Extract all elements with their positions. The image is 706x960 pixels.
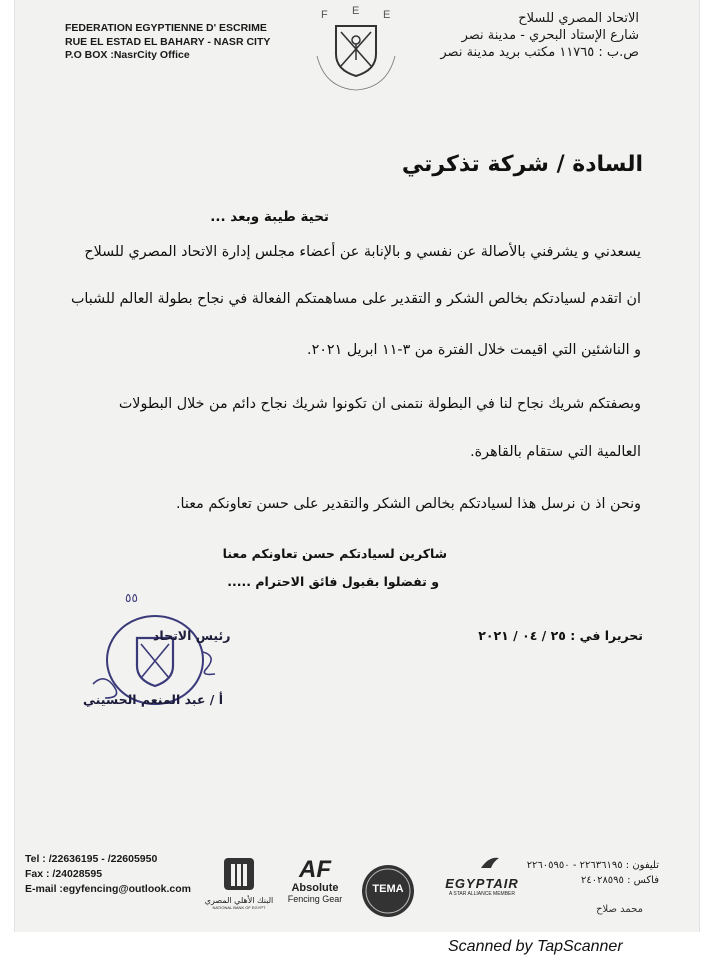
absolute-fencing-logo xyxy=(277,858,353,904)
body-line-3: و الناشئين التي اقيمت خلال الفترة من ٣-١١ ابريل ٢٠٢١. xyxy=(307,342,641,358)
egyptair-name: EGYPTAIR xyxy=(445,876,519,891)
tema-logo xyxy=(357,860,419,922)
addressee: السادة / شركة تذكرتي xyxy=(401,152,643,177)
body-line-1: يسعدني و يشرفني بالأصالة عن نفسي و بالإنابة عن أعضاء مجلس إدارة الاتحاد المصري للسلاح xyxy=(84,244,641,260)
header-ar-line-3: ص.ب : ١١٧٦٥ مكتب بريد مدينة نصر xyxy=(440,45,639,60)
footer-ar-tel: تليفون : ٢٢٦٣٦١٩٥ - ٢٢٦٠٥٩٥٠ xyxy=(526,860,659,871)
footer-ar-fax: فاكس : ٢٤٠٢٨٥٩٥ xyxy=(580,875,659,886)
body-line-5: العالمية التي ستقام بالقاهرة. xyxy=(470,444,641,460)
egyptair-logo xyxy=(429,866,535,897)
header-en-line-3: P.O BOX :NasrCity Office xyxy=(65,49,190,61)
bank-caption-en: NATIONAL BANK OF EGYPT xyxy=(212,905,266,910)
af-name: Absolute xyxy=(291,882,339,894)
signature-name: أ / عبد المنعم الحسيني xyxy=(83,692,223,707)
svg-text:F: F xyxy=(321,9,328,21)
footer-email: E-mail :egyfencing@outlook.com xyxy=(25,883,192,895)
header-ar-line-2: شارع الإستاد البحري - مدينة نصر xyxy=(461,28,639,43)
af-mark: AF xyxy=(299,856,331,883)
bank-logo xyxy=(201,856,277,910)
footer-arabic-contact xyxy=(527,858,659,888)
egyptair-sub: A STAR ALLIANCE MEMBER xyxy=(448,891,516,897)
body-line-2: ان اتقدم لسيادتكم بخالص الشكر و التقدير على مساهمتكم الفعالة في نجاح بطولة العالم للشباب xyxy=(70,291,641,307)
letter-date: تحريرا في : ٢٥ / ٠٤ / ٢٠٢١ xyxy=(478,628,643,643)
header-en-line-1: FEDERATION EGYPTIENNE D' ESCRIME xyxy=(65,22,267,34)
scanner-watermark: Scanned by TapScanner xyxy=(448,938,623,955)
footer-tel: Tel : /22636195 - /22605950 xyxy=(25,853,158,865)
closing-line-1: شاكرين لسيادتكم حسن تعاونكم معنا xyxy=(222,546,447,561)
body-line-4: وبصفتكم شريك نجاح لنا في البطولة نتمنى ان تكونوا شريك نجاح دائم من خلال البطولات xyxy=(118,396,641,412)
handwritten-mark: ٥٥ xyxy=(125,591,138,605)
svg-text:E: E xyxy=(383,9,391,21)
body-line-6: ونحن اذ ن نرسل هذا لسيادتكم بخالص الشكر والتقدير على حسن تعاونكم معنا. xyxy=(176,496,641,512)
footer-fax: Fax : /24028595 xyxy=(25,868,103,880)
footer-signature-note: محمد صلاح xyxy=(596,904,643,915)
letter-page xyxy=(14,0,700,932)
svg-text:E: E xyxy=(352,5,360,17)
af-sub: Fencing Gear xyxy=(287,894,343,904)
header-arabic-address xyxy=(379,10,639,61)
bank-caption-ar: البنك الأهلي المصري xyxy=(204,896,274,905)
header-english-address xyxy=(65,22,295,63)
header-ar-line-1: الاتحاد المصري للسلاح xyxy=(518,11,639,26)
egyptair-horus-icon xyxy=(479,854,501,872)
greeting: تحية طيبة وبعد ... xyxy=(210,209,329,225)
tema-label: TEMA xyxy=(372,883,404,895)
footer-contact-info xyxy=(25,852,191,897)
closing-line-2: و تفضلوا بقبول فائق الاحترام ..... xyxy=(227,574,439,589)
bank-logo-icon xyxy=(222,856,256,896)
header-en-line-2: RUE EL ESTAD EL BAHARY - NASR CITY xyxy=(65,35,271,48)
signature-title: رئيس الاتحاد xyxy=(153,628,231,643)
